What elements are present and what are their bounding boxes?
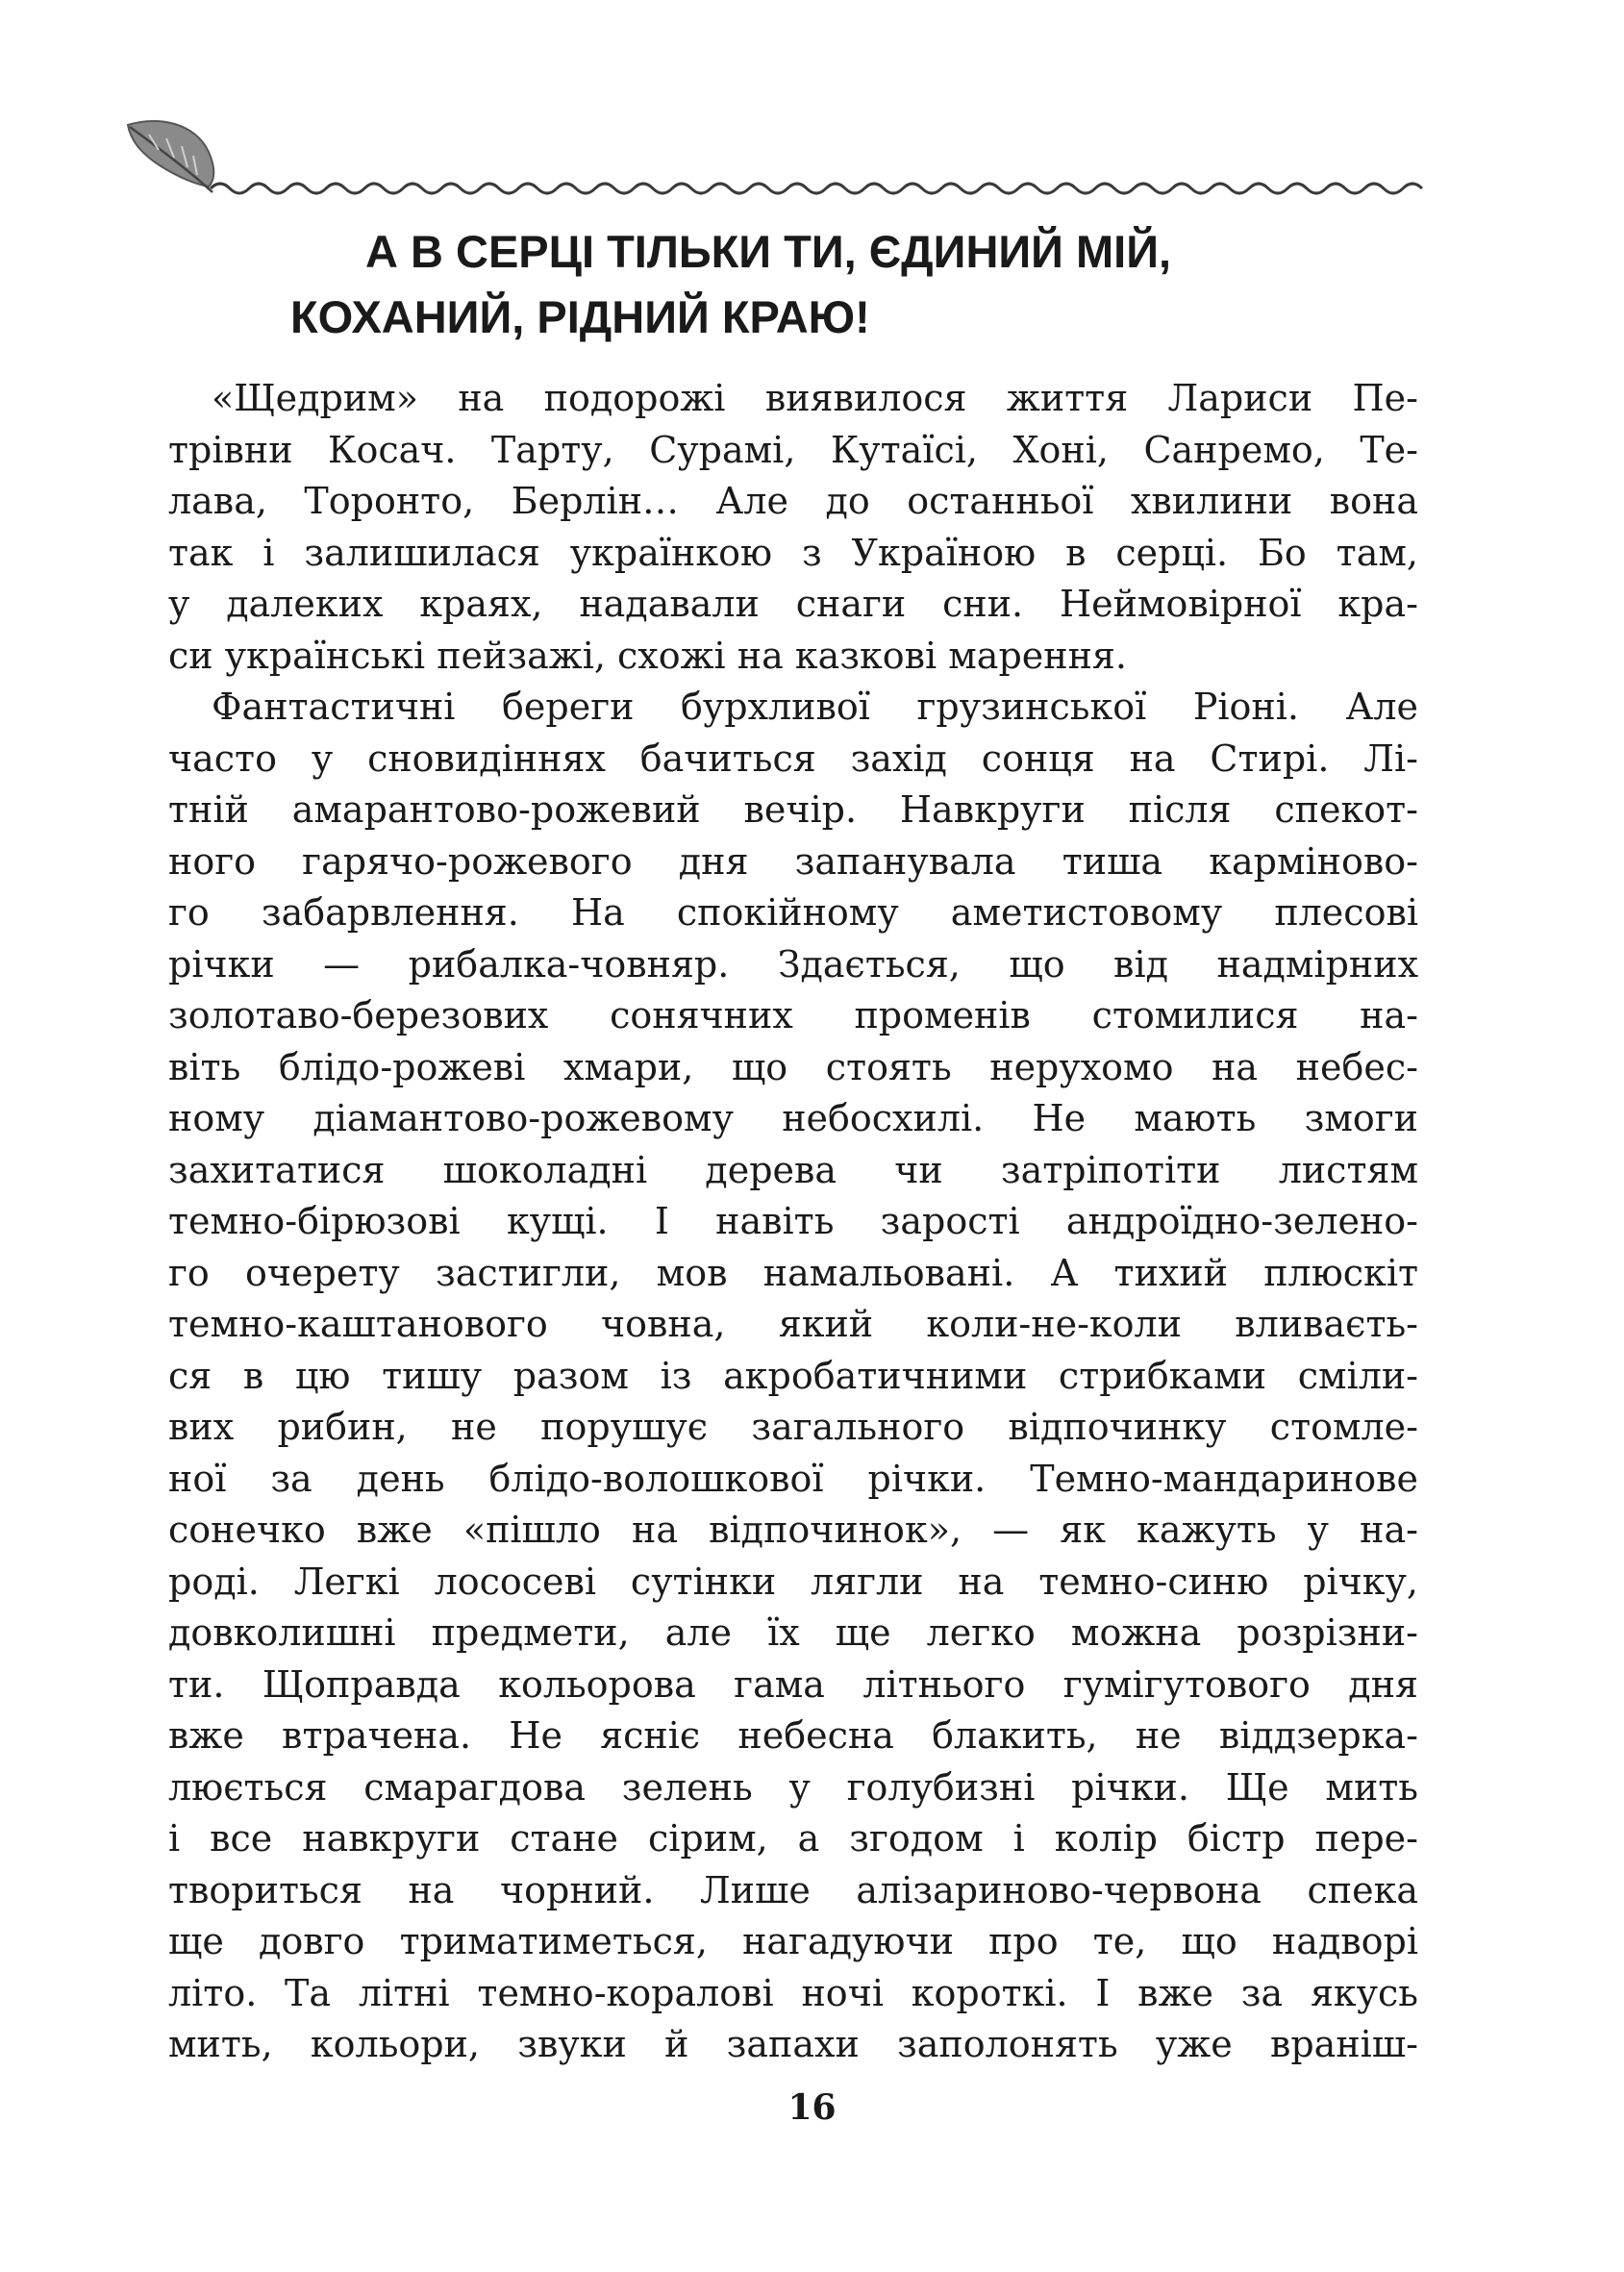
text-line: у далеких краях, надавали снаги сни. Неймовірної кра-: [168, 583, 1418, 625]
text-line: так і залишилася українкою з Україною в серці. Бо там,: [168, 531, 1418, 574]
text-line: люється смарагдова зелень у голубизні річки. Ще мить: [168, 1765, 1418, 1809]
chapter-title: [231, 219, 1423, 350]
text-line: віть блідо-рожеві хмари, що стоять нерухомо на небес-: [168, 1045, 1418, 1088]
wavy-divider: [211, 184, 1422, 193]
text-line: ти. Щоправда кольорова гама літнього гумігутового дня: [168, 1662, 1418, 1706]
text-line: лава, Торонто, Берлін… Але до останньої хвилини вона: [168, 480, 1418, 522]
feather-icon: [128, 121, 213, 192]
text-line: вих рибин, не порушує загального відпочинку стомле-: [168, 1406, 1418, 1448]
text-line: ного гарячо-рожевого дня запанувала тиша карміново-: [168, 839, 1418, 883]
body-text: [168, 373, 1418, 2071]
text-line: ної за день блідо-волошкової річки. Темно-мандаринове: [168, 1457, 1418, 1500]
decorative-header-ornament: [120, 113, 1433, 200]
text-line: Фантастичні береги бурхливої грузинської Ріоні. Але: [212, 686, 1418, 728]
text-line: і все навкруги стане сірим, а згодом і колір бістр пере-: [168, 1817, 1418, 1860]
text-line: твориться на чорний. Лише алізариново-червона спека: [168, 1868, 1418, 1911]
text-line: річки — рибалка-човняр. Здається, що від надмірних: [168, 942, 1418, 986]
text-line: довколишні предмети, але їх ще легко можна розрізни-: [168, 1611, 1418, 1654]
chapter-title-line-1: А В СЕРЦІ ТІЛЬКИ ТИ, ЄДИНИЙ МІЙ,: [365, 226, 1172, 277]
text-line: захитатися шоколадні дерева чи затріпотіти листям: [168, 1148, 1418, 1191]
text-line: темно-бірюзові кущі. І навіть зарості андроїдно-зелено-: [168, 1200, 1418, 1242]
text-line: мить, кольори, звуки й запахи заполонять уже враніш-: [168, 2023, 1418, 2065]
text-line: го забарвлення. На спокійному аметистовому плесові: [168, 891, 1418, 934]
text-line: ще довго триматиметься, нагадуючи про те, що надворі: [168, 1920, 1418, 1962]
text-line: роді. Легкі лососеві сутінки лягли на темно-синю річку,: [168, 1560, 1418, 1603]
text-line: золотаво-березових сонячних променів стомилися на-: [168, 994, 1418, 1036]
text-line: темно-каштанового човна, який коли-не-коли вливаєть-: [168, 1303, 1418, 1345]
text-line: трівни Косач. Тарту, Сурамі, Кутаїсі, Хоні, Санремо, Те-: [168, 428, 1418, 471]
text-line: си українські пейзажі, схожі на казкові марення.: [168, 634, 1127, 677]
page-number: 16: [787, 2087, 837, 2128]
text-line: сонечко вже «пішло на відпочинок», — як кажуть у на-: [168, 1509, 1418, 1551]
text-line: ному діамантово-рожевому небосхилі. Не мають змоги: [168, 1097, 1418, 1139]
text-line: вже втрачена. Не ясніє небесна блакить, не віддзерка-: [168, 1714, 1418, 1757]
text-line: часто у сновидіннях бачиться захід сонця на Стирі. Лі-: [168, 737, 1418, 780]
text-line: го очерету застигли, мов намальовані. А тихий плюскіт: [168, 1251, 1418, 1294]
text-line: тній амарантово-рожевий вечір. Навкруги після спекот-: [168, 788, 1418, 831]
chapter-title-line-2: КОХАНИЙ, РІДНИЙ КРАЮ!: [290, 291, 870, 342]
text-line: літо. Та літні темно-коралові ночі короткі. І вже за якусь: [168, 1971, 1418, 2014]
text-line: «Щедрим» на подорожі виявилося життя Лариси Пе-: [212, 377, 1418, 419]
text-line: ся в цю тишу разом із акробатичними стрибками сміли-: [168, 1354, 1418, 1397]
